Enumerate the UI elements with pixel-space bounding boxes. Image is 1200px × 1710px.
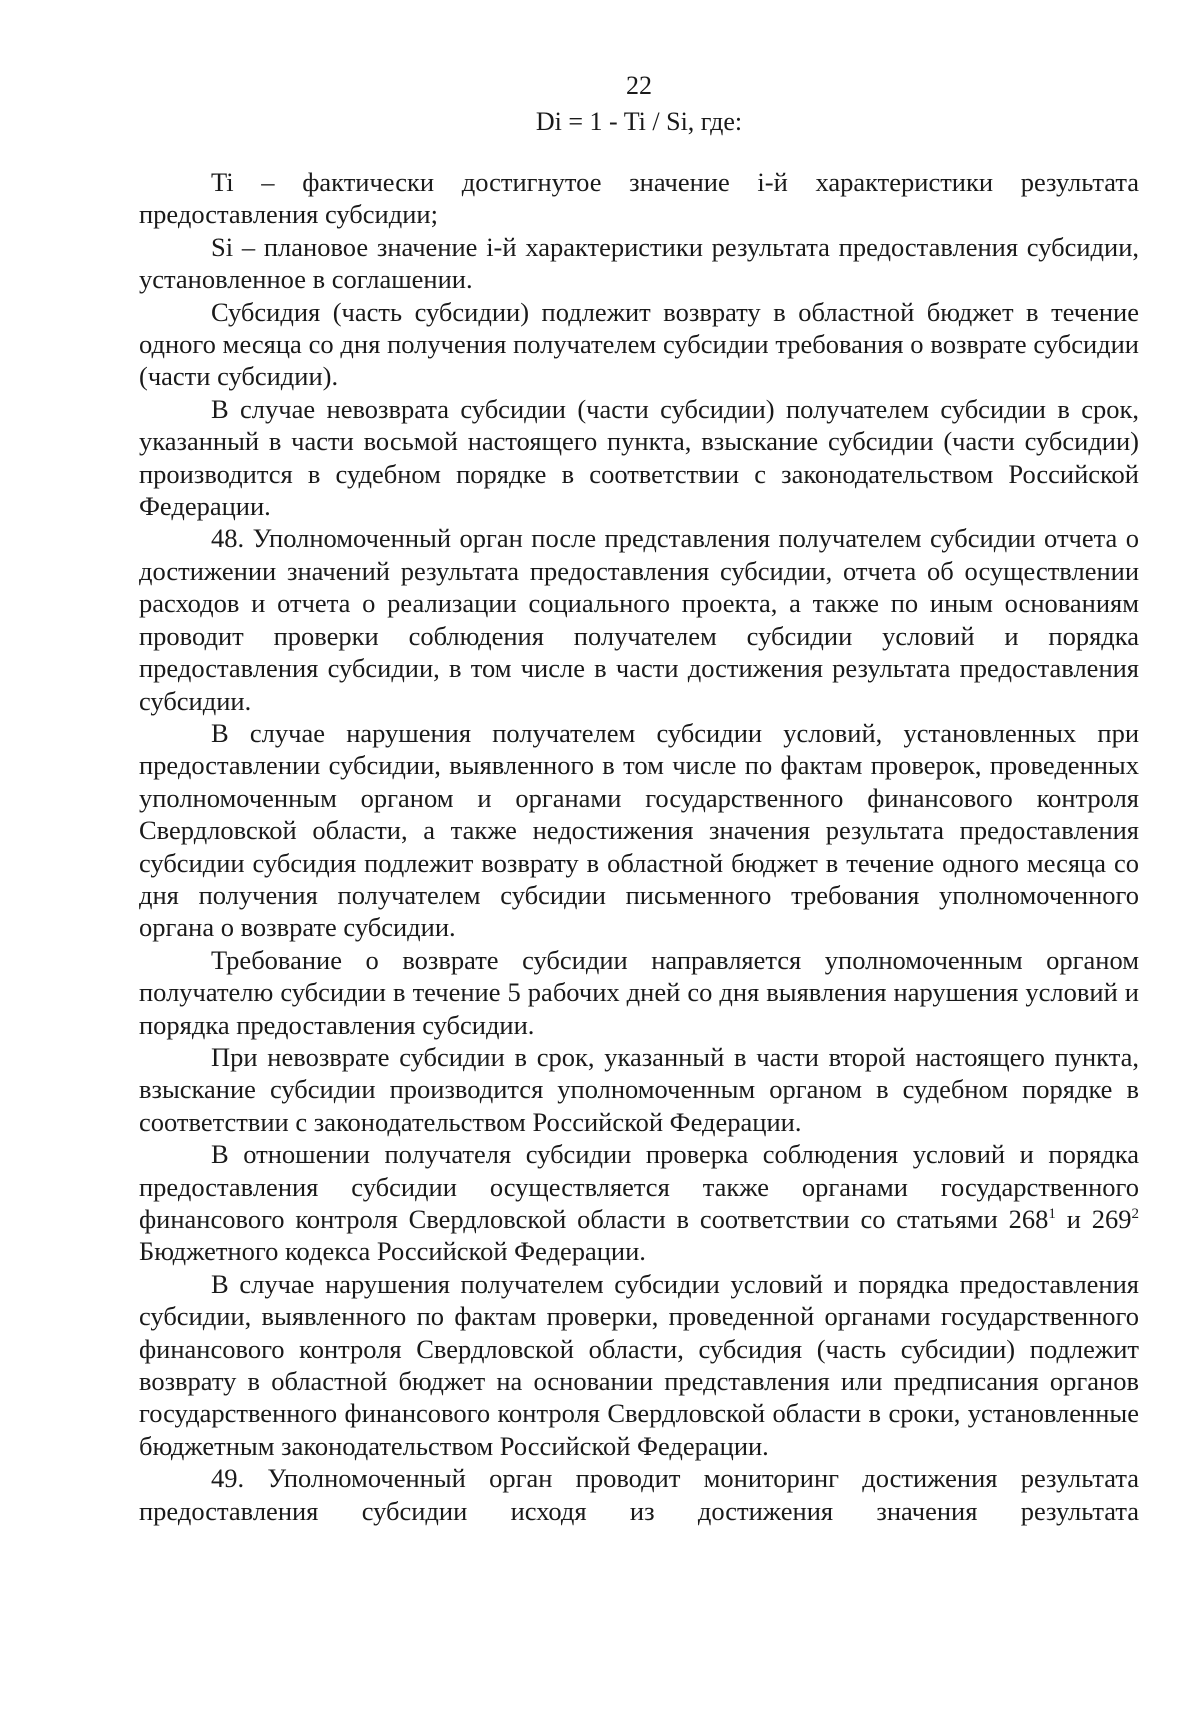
paragraph-violation: В случае нарушения получателем субсидии условий, установленных при предоставлении субсидии, выявленного в том числе по фактам проверок, проведенных уполномоченным органом и органами государственного финансового контроля Свердловской области, а также недостижения значения результата предоставления субсидии субсидия подлежит возврату в областной бюджет в течение одного месяца со дня получения получателем субсидии письменного требования уполномоченного органа о возврате субсидии. — [139, 717, 1139, 943]
paragraph-si: Si – плановое значение i-й характеристики результата предоставления субсидии, установленное в соглашении. — [139, 231, 1139, 295]
article-superscript-2: 2 — [1131, 1206, 1139, 1222]
article-ref-before: В отношении получателя субсидии проверка соблюдения условий и порядка предоставления субсидии осуществляется также органами государственного финансового контроля Свердловской области в соответствии со статьями — [139, 1139, 1139, 1234]
paragraph-non-return: В случае невозврата субсидии (части субсидии) получателем субсидии в срок, указанный в части восьмой настоящего пункта, взыскание субсидии (части субсидии) производится в судебном порядке в соответствии с законодательством Российской Федерации. — [139, 393, 1139, 522]
paragraph-court: При невозврате субсидии в срок, указанный в части второй настоящего пункта, взыскание субсидии производится уполномоченным органом в судебном порядке в соответствии с законодательством Российской Федерации. — [139, 1041, 1139, 1137]
paragraph-ti: Ti – фактически достигнутое значение i-й характеристики результата предоставления субсидии; — [139, 167, 1139, 230]
article-number-269: 269 — [1091, 1204, 1132, 1234]
formula: Di = 1 - Ti / Si, где: — [535, 107, 743, 136]
article-ref-mid: и — [1055, 1204, 1092, 1234]
document-page — [139, 70, 1139, 1527]
article-ref-after: Бюджетного кодекса Российской Федерации. — [139, 1236, 646, 1267]
paragraph-financial-control — [139, 1138, 1139, 1268]
paragraph-prescription: В случае нарушения получателем субсидии условий и порядка предоставления субсидии, выявленного по фактам проверки, проведенной органами государственного финансового контроля Свердловской области, субсидия (часть субсидии) подлежит возврату в областной бюджет на основании представления или предписания органов государственного финансового контроля Свердловской области в сроки, установленные бюджетным законодательством Российской Федерации. — [139, 1268, 1139, 1461]
paragraph-return-term: Субсидия (часть субсидии) подлежит возврату в областной бюджет в течение одного месяца со дня получения получателем субсидии требования о возврате субсидии (части субсидии). — [139, 296, 1139, 392]
paragraph-requirement: Требование о возврате субсидии направляется уполномоченным органом получателю субсидии в течение 5 рабочих дней со дня выявления нарушения условий и порядка предоставления субсидии. — [139, 944, 1139, 1040]
page-number: 22 — [626, 71, 652, 100]
article-superscript-1: 1 — [1048, 1206, 1056, 1222]
paragraph-48: 48. Уполномоченный орган после представления получателем субсидии отчета о достижении значений результата предоставления субсидии, отчета об осуществлении расходов и отчета о реализации социального проекта, а также по иным основаниям проводит проверки соблюдения получателем субсидии условий и порядка предоставления субсидии, в том числе в части достижения результата предоставления субсидии. — [139, 523, 1139, 716]
paragraph-49: 49. Уполномоченный орган проводит мониторинг достижения результата предоставления субсидии исходя из достижения значения результата — [139, 1463, 1139, 1526]
article-number-268: 268 — [1008, 1204, 1049, 1234]
